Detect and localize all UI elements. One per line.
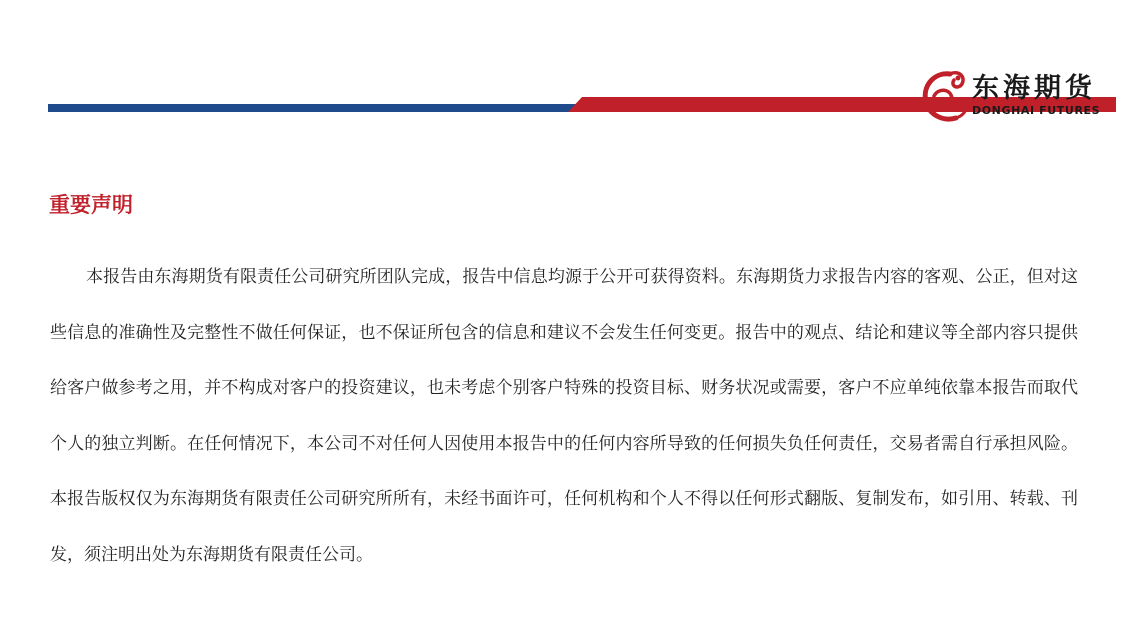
header-bar-blue-segment bbox=[48, 104, 578, 112]
section-title: 重要声明 bbox=[49, 192, 133, 217]
logo-name-en: DONGHAI FUTURES bbox=[972, 104, 1101, 117]
donghai-futures-logo bbox=[920, 68, 1120, 128]
logo-name-cn: 东海期货 bbox=[972, 73, 1096, 104]
disclaimer-text: 本报告由东海期货有限责任公司研究所团队完成，报告中信息均源于公开可获得资料。东海期货力求报告内容的客观、公正，但对这些信息的准确性及完整性不做任何保证，也不保证所包含的信息和建议不会发生任何变更。报告中的观点、结论和建议等全部内容只提供给客户做参考之用，并不构成对客户的投资建议，也未考虑个别客户特殊的投资目标、财务状况或需要，客户不应单纯依靠本报告而取代个人的独立判断。在任何情况下，本公司不对任何人因使用本报告中的任何内容所导致的任何损失负任何责任，交易者需自行承担风险。本报告版权仅为东海期货有限责任公司研究所所有，未经书面许可，任何机构和个人不得以任何形式翻版、复制发布，如引用、转载、刊发，须注明出处为东海期货有限责任公司。 bbox=[50, 267, 1078, 565]
dragon-logo-icon bbox=[920, 68, 970, 126]
